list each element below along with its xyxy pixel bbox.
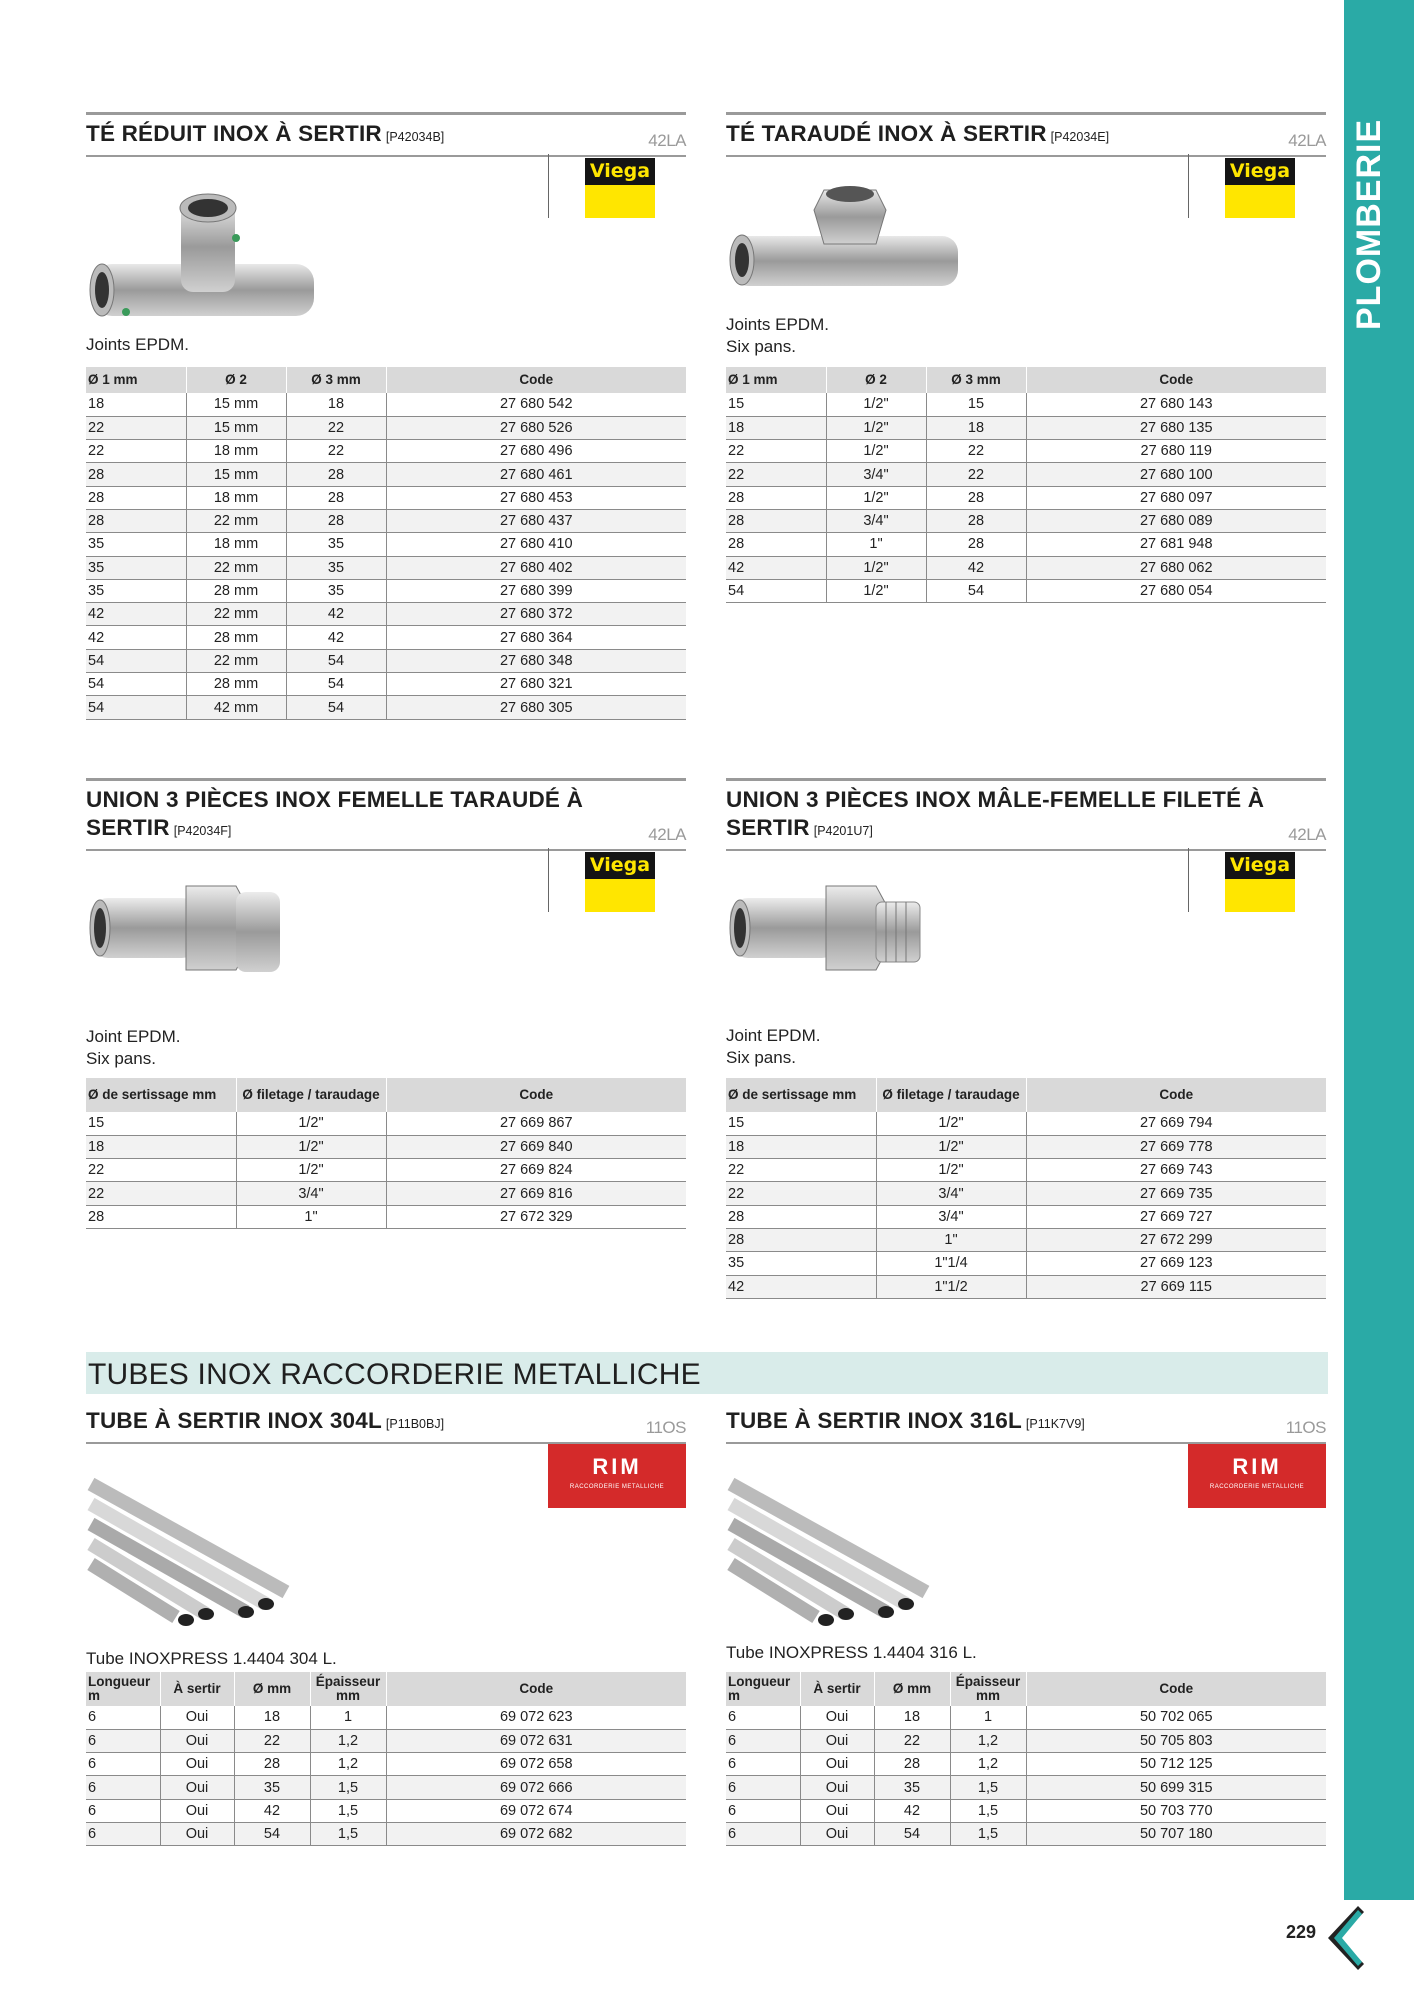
product-image-tee-threaded bbox=[726, 180, 966, 310]
brand-logo: Viega bbox=[548, 848, 686, 912]
table-cell: 27 680 437 bbox=[386, 509, 686, 532]
table-row bbox=[726, 1822, 1326, 1845]
product-table: Ø 1 mm Ø 2 Ø 3 mm Code 18 15 mm 18 27 680 542 22 15 mm 22 27 680 526 22 18 mm 22 27 680 496 28 15 mm 28 27 680 461 28 18 mm 28 27 680 453 28 22 mm 28 27 680 437 35 18 mm 35 27 680 410 35 22 mm 35 27 680 402 35 28 mm 35 27 680 399 42 22 mm 42 27 680 372 42 28 mm 42 27 680 364 54 22 mm 54 27 680 348 54 28 mm 54 27 680 321 54 42 mm 54 27 680 305 bbox=[86, 367, 686, 720]
table-cell: 1"1/4 bbox=[876, 1252, 1026, 1275]
table-row bbox=[86, 1706, 686, 1729]
ref-code: [P4201U7] bbox=[813, 824, 873, 838]
table-cell: 22 bbox=[86, 416, 186, 439]
product-image-tubes bbox=[726, 1472, 936, 1632]
table-cell: 22 mm bbox=[186, 649, 286, 672]
table-row bbox=[86, 1776, 686, 1799]
table-cell: 54 bbox=[86, 649, 186, 672]
table-cell: 28 mm bbox=[186, 673, 286, 696]
table-cell: 42 bbox=[86, 603, 186, 626]
brand-logo: Viega bbox=[1188, 848, 1326, 912]
table-cell: 35 bbox=[86, 533, 186, 556]
table-cell: 50 712 125 bbox=[1026, 1753, 1326, 1776]
table-row bbox=[86, 1822, 686, 1845]
table-row bbox=[86, 673, 686, 696]
section-union-male-femelle bbox=[726, 778, 1326, 1295]
table-row bbox=[86, 1753, 686, 1776]
table-cell: 27 680 399 bbox=[386, 579, 686, 602]
table-cell: 1"1/2 bbox=[876, 1275, 1026, 1298]
side-tab-text: PLOMBERIE bbox=[1350, 118, 1388, 330]
table-cell: 42 bbox=[86, 626, 186, 649]
table-cell: 27 669 840 bbox=[386, 1135, 686, 1158]
product-image-tubes bbox=[86, 1472, 296, 1632]
table-cell: 18 bbox=[86, 1135, 236, 1158]
table-cell: 69 072 682 bbox=[386, 1822, 686, 1845]
category-code: 11OS bbox=[645, 1418, 686, 1437]
section-tube-316l bbox=[726, 1402, 1326, 1843]
table-cell: 28 bbox=[726, 1205, 876, 1228]
table-cell: 1,5 bbox=[950, 1822, 1026, 1845]
table-cell: 1,5 bbox=[310, 1776, 386, 1799]
section-header bbox=[726, 112, 1326, 157]
table-cell: 50 702 065 bbox=[1026, 1706, 1326, 1729]
product-description: Joint EPDM. Six pans. bbox=[726, 1026, 821, 1067]
table-row bbox=[86, 416, 686, 439]
table-cell: 69 072 666 bbox=[386, 1776, 686, 1799]
product-table: Longueur m À sertir Ø mm Épaisseur mm Code 6 Oui 18 1 50 702 065 6 Oui 22 1,2 50 705 803 6 Oui 28 1,2 50 712 125 6 Oui 35 1,5 50 699 315 6 Oui 42 1,5 50 703 770 6 Oui 54 1,5 50 707 180 bbox=[726, 1672, 1326, 1846]
table-cell: 28 bbox=[286, 463, 386, 486]
table-row bbox=[86, 486, 686, 509]
product-table: Ø de sertissage mm Ø filetage / taraudage Code 15 1/2" 27 669 867 18 1/2" 27 669 840 22 1/2" 27 669 824 22 3/4" 27 669 816 28 1" 27 672 329 bbox=[86, 1078, 686, 1229]
table-cell: Oui bbox=[160, 1799, 234, 1822]
table-cell: 28 bbox=[726, 486, 826, 509]
table-cell: 6 bbox=[86, 1822, 160, 1845]
table-row bbox=[726, 556, 1326, 579]
table-cell: Oui bbox=[160, 1729, 234, 1752]
table-cell: 69 072 623 bbox=[386, 1706, 686, 1729]
table-cell: 1" bbox=[876, 1228, 1026, 1251]
product-table: Longueur m À sertir Ø mm Épaisseur mm Code 6 Oui 18 1 69 072 623 6 Oui 22 1,2 69 072 631 6 Oui 28 1,2 69 072 658 6 Oui 35 1,5 69 072 666 6 Oui 42 1,5 69 072 674 6 Oui 54 1,5 69 072 682 bbox=[86, 1672, 686, 1846]
side-tab-label bbox=[1350, 118, 1388, 331]
table-cell: 27 680 542 bbox=[386, 393, 686, 416]
table-cell: 27 680 305 bbox=[386, 696, 686, 719]
table-cell: 1/2" bbox=[826, 393, 926, 416]
table-row bbox=[86, 1159, 686, 1182]
table-row bbox=[86, 1205, 686, 1228]
table-cell: 6 bbox=[86, 1706, 160, 1729]
table-cell: 28 bbox=[926, 486, 1026, 509]
table-cell: 42 bbox=[286, 603, 386, 626]
table-row bbox=[86, 1729, 686, 1752]
table-cell: 35 bbox=[86, 579, 186, 602]
table-cell: 28 bbox=[726, 533, 826, 556]
table-cell: 22 bbox=[86, 440, 186, 463]
table-row bbox=[726, 1182, 1326, 1205]
table-cell: 27 669 816 bbox=[386, 1182, 686, 1205]
table-cell: 15 bbox=[926, 393, 1026, 416]
table-cell: 28 bbox=[234, 1753, 310, 1776]
table-cell: 42 bbox=[234, 1799, 310, 1822]
ref-code: [P42034F] bbox=[173, 824, 232, 838]
table-row bbox=[726, 1252, 1326, 1275]
table-cell: 18 bbox=[726, 416, 826, 439]
table-cell: 1,5 bbox=[310, 1799, 386, 1822]
table-cell: 35 bbox=[286, 533, 386, 556]
table-cell: 54 bbox=[286, 696, 386, 719]
table-cell: 27 680 097 bbox=[1026, 486, 1326, 509]
table-cell: 27 680 119 bbox=[1026, 440, 1326, 463]
table-cell: 22 bbox=[726, 463, 826, 486]
table-cell: 18 bbox=[234, 1706, 310, 1729]
table-cell: 50 703 770 bbox=[1026, 1799, 1326, 1822]
table-cell: 27 680 054 bbox=[1026, 579, 1326, 602]
table-row bbox=[86, 579, 686, 602]
category-band-title: TUBES INOX RACCORDERIE METALLICHE bbox=[88, 1358, 701, 1391]
table-cell: 6 bbox=[86, 1799, 160, 1822]
table-row bbox=[726, 1275, 1326, 1298]
table-cell: 15 bbox=[726, 1112, 876, 1135]
table-cell: 42 bbox=[726, 1275, 876, 1298]
table-row bbox=[726, 1135, 1326, 1158]
table-cell: 18 mm bbox=[186, 533, 286, 556]
table-cell: 28 bbox=[286, 509, 386, 532]
table-cell: 22 bbox=[926, 463, 1026, 486]
product-image-union-male bbox=[726, 878, 926, 988]
table-cell: 3/4" bbox=[876, 1205, 1026, 1228]
table-cell: 6 bbox=[726, 1706, 800, 1729]
table-row bbox=[86, 1112, 686, 1135]
table-cell: 1,2 bbox=[950, 1729, 1026, 1752]
table-cell: 27 680 135 bbox=[1026, 416, 1326, 439]
category-code: 42LA bbox=[648, 825, 686, 844]
table-row bbox=[86, 509, 686, 532]
product-description: Joints EPDM. Six pans. bbox=[726, 315, 829, 356]
table-cell: Oui bbox=[800, 1753, 874, 1776]
table-cell: 1/2" bbox=[826, 416, 926, 439]
table-cell: 1/2" bbox=[826, 486, 926, 509]
table-cell: 54 bbox=[874, 1822, 950, 1845]
table-cell: 54 bbox=[286, 673, 386, 696]
table-row bbox=[726, 440, 1326, 463]
table-cell: 1 bbox=[950, 1706, 1026, 1729]
table-cell: 54 bbox=[926, 579, 1026, 602]
table-cell: 28 bbox=[726, 509, 826, 532]
table-cell: 27 680 526 bbox=[386, 416, 686, 439]
category-code: 42LA bbox=[1288, 131, 1326, 150]
table-cell: 27 680 496 bbox=[386, 440, 686, 463]
table-cell: 27 669 123 bbox=[1026, 1252, 1326, 1275]
table-cell: 1/2" bbox=[236, 1159, 386, 1182]
table-cell: 22 bbox=[234, 1729, 310, 1752]
table-cell: 27 680 089 bbox=[1026, 509, 1326, 532]
table-cell: 27 669 867 bbox=[386, 1112, 686, 1135]
table-cell: 18 mm bbox=[186, 440, 286, 463]
table-cell: 54 bbox=[726, 579, 826, 602]
table-cell: 6 bbox=[726, 1753, 800, 1776]
table-cell: 22 mm bbox=[186, 603, 286, 626]
table-cell: 1/2" bbox=[876, 1135, 1026, 1158]
table-cell: 27 672 299 bbox=[1026, 1228, 1326, 1251]
table-cell: 35 bbox=[86, 556, 186, 579]
table-cell: 6 bbox=[86, 1729, 160, 1752]
table-cell: 1,5 bbox=[950, 1799, 1026, 1822]
table-cell: Oui bbox=[160, 1776, 234, 1799]
table-cell: 6 bbox=[726, 1776, 800, 1799]
table-cell: 22 bbox=[86, 1182, 236, 1205]
table-cell: 42 bbox=[726, 556, 826, 579]
table-cell: 22 bbox=[286, 440, 386, 463]
product-description: Joints EPDM. bbox=[86, 335, 189, 354]
table-cell: 22 bbox=[726, 440, 826, 463]
table-cell: 42 bbox=[926, 556, 1026, 579]
table-cell: 22 bbox=[286, 416, 386, 439]
table-cell: 28 bbox=[86, 463, 186, 486]
table-cell: Oui bbox=[160, 1822, 234, 1845]
table-cell: 18 bbox=[86, 393, 186, 416]
category-code: 42LA bbox=[648, 131, 686, 150]
table-cell: 28 bbox=[86, 486, 186, 509]
section-title: UNION 3 PIÈCES INOX MÂLE-FEMELLE FILETÉ À SERTIR [P4201U7] bbox=[726, 787, 1265, 840]
table-cell: 28 bbox=[926, 509, 1026, 532]
category-band bbox=[86, 1352, 1328, 1394]
table-cell: 50 705 803 bbox=[1026, 1729, 1326, 1752]
section-te-reduit bbox=[86, 112, 686, 716]
table-cell: 50 699 315 bbox=[1026, 1776, 1326, 1799]
product-description: Tube INOXPRESS 1.4404 304 L. bbox=[86, 1649, 337, 1668]
table-row bbox=[726, 509, 1326, 532]
table-cell: 27 669 115 bbox=[1026, 1275, 1326, 1298]
product-description: Tube INOXPRESS 1.4404 316 L. bbox=[726, 1643, 977, 1662]
section-title: UNION 3 PIÈCES INOX FEMELLE TARAUDÉ À SERTIR [P42034F] bbox=[86, 787, 584, 840]
table-cell: 1,2 bbox=[950, 1753, 1026, 1776]
table-cell: 27 669 778 bbox=[1026, 1135, 1326, 1158]
table-cell: 27 681 948 bbox=[1026, 533, 1326, 556]
table-cell: Oui bbox=[800, 1776, 874, 1799]
table-cell: 18 bbox=[726, 1135, 876, 1158]
table-cell: 54 bbox=[86, 673, 186, 696]
table-row bbox=[86, 393, 686, 416]
table-cell: 1/2" bbox=[236, 1112, 386, 1135]
table-cell: 28 mm bbox=[186, 626, 286, 649]
table-row bbox=[86, 696, 686, 719]
table-cell: 27 680 461 bbox=[386, 463, 686, 486]
table-cell: 1/2" bbox=[876, 1159, 1026, 1182]
brand-logo: Viega bbox=[548, 154, 686, 218]
table-cell: 15 mm bbox=[186, 463, 286, 486]
table-cell: 28 bbox=[726, 1228, 876, 1251]
page-number: 229 bbox=[1286, 1922, 1317, 1942]
section-header bbox=[86, 1402, 686, 1444]
table-cell: 1,5 bbox=[310, 1822, 386, 1845]
category-code: 42LA bbox=[1288, 825, 1326, 844]
table-cell: 42 mm bbox=[186, 696, 286, 719]
table-cell: 1" bbox=[826, 533, 926, 556]
table-row bbox=[726, 1799, 1326, 1822]
table-cell: Oui bbox=[800, 1706, 874, 1729]
table-cell: 28 bbox=[874, 1753, 950, 1776]
table-cell: 1,5 bbox=[950, 1776, 1026, 1799]
ref-code: [P42034B] bbox=[385, 130, 445, 144]
table-cell: 22 bbox=[86, 1159, 236, 1182]
table-cell: 18 mm bbox=[186, 486, 286, 509]
chevron-left-icon bbox=[1328, 1906, 1364, 1970]
table-row bbox=[86, 626, 686, 649]
table-row bbox=[726, 579, 1326, 602]
table-cell: 27 669 727 bbox=[1026, 1205, 1326, 1228]
table-cell: 27 669 735 bbox=[1026, 1182, 1326, 1205]
table-cell: Oui bbox=[800, 1822, 874, 1845]
ref-code: [P11K7V9] bbox=[1025, 1417, 1085, 1431]
table-cell: Oui bbox=[800, 1729, 874, 1752]
table-cell: 22 bbox=[874, 1729, 950, 1752]
table-cell: 27 680 402 bbox=[386, 556, 686, 579]
table-cell: 1/2" bbox=[876, 1112, 1026, 1135]
section-title: TÉ RÉDUIT INOX À SERTIR [P42034B] bbox=[86, 121, 445, 146]
table-cell: 3/4" bbox=[236, 1182, 386, 1205]
table-cell: 42 bbox=[874, 1799, 950, 1822]
section-header bbox=[726, 778, 1326, 851]
table-cell: 42 bbox=[286, 626, 386, 649]
table-cell: 54 bbox=[86, 696, 186, 719]
table-cell: 22 mm bbox=[186, 556, 286, 579]
table-cell: 6 bbox=[86, 1753, 160, 1776]
table-cell: 15 mm bbox=[186, 393, 286, 416]
table-row bbox=[86, 1135, 686, 1158]
section-te-taraude bbox=[726, 112, 1326, 600]
table-cell: 28 bbox=[86, 1205, 236, 1228]
table-row bbox=[86, 1182, 686, 1205]
section-tube-304l bbox=[86, 1402, 686, 1843]
table-cell: 27 680 453 bbox=[386, 486, 686, 509]
table-cell: 27 680 100 bbox=[1026, 463, 1326, 486]
table-cell: 35 bbox=[286, 579, 386, 602]
table-cell: 28 bbox=[286, 486, 386, 509]
table-cell: 18 bbox=[286, 393, 386, 416]
table-cell: 1/2" bbox=[826, 556, 926, 579]
table-row bbox=[86, 649, 686, 672]
table-cell: Oui bbox=[800, 1799, 874, 1822]
table-row bbox=[726, 533, 1326, 556]
section-header bbox=[86, 778, 686, 851]
table-cell: 69 072 658 bbox=[386, 1753, 686, 1776]
table-cell: 54 bbox=[286, 649, 386, 672]
table-cell: 3/4" bbox=[826, 509, 926, 532]
product-description: Joint EPDM. Six pans. bbox=[86, 1027, 181, 1068]
table-cell: 18 bbox=[926, 416, 1026, 439]
brand-logo: RIM RACCORDERIE METALLICHE bbox=[548, 1444, 686, 1508]
table-cell: 1" bbox=[236, 1205, 386, 1228]
table-cell: 1/2" bbox=[826, 440, 926, 463]
section-title: TUBE À SERTIR INOX 304L [P11B0BJ] bbox=[86, 1408, 445, 1433]
section-header bbox=[86, 112, 686, 157]
table-cell: 27 680 143 bbox=[1026, 393, 1326, 416]
table-row bbox=[726, 463, 1326, 486]
table-cell: 27 672 329 bbox=[386, 1205, 686, 1228]
table-cell: Oui bbox=[160, 1706, 234, 1729]
table-cell: 6 bbox=[726, 1822, 800, 1845]
table-row bbox=[726, 1729, 1326, 1752]
section-header bbox=[726, 1402, 1326, 1444]
product-table: Ø de sertissage mm Ø filetage / taraudage Code 15 1/2" 27 669 794 18 1/2" 27 669 778 22 1/2" 27 669 743 22 3/4" 27 669 735 28 3/4" 27 669 727 28 1" 27 672 299 35 1"1/4 27 669 123 42 1"1/2 27 669 115 bbox=[726, 1078, 1326, 1299]
table-cell: 27 680 410 bbox=[386, 533, 686, 556]
section-title: TUBE À SERTIR INOX 316L [P11K7V9] bbox=[726, 1408, 1085, 1433]
table-cell: 28 bbox=[86, 509, 186, 532]
table-row bbox=[86, 603, 686, 626]
table-row bbox=[726, 486, 1326, 509]
table-row bbox=[726, 1706, 1326, 1729]
table-cell: 28 bbox=[926, 533, 1026, 556]
table-row bbox=[726, 416, 1326, 439]
table-row bbox=[86, 463, 686, 486]
ref-code: [P11B0BJ] bbox=[385, 1417, 445, 1431]
table-cell: 69 072 674 bbox=[386, 1799, 686, 1822]
table-cell: 27 680 321 bbox=[386, 673, 686, 696]
table-cell: 15 bbox=[726, 393, 826, 416]
table-cell: 22 bbox=[726, 1182, 876, 1205]
table-cell: 27 680 062 bbox=[1026, 556, 1326, 579]
table-cell: 3/4" bbox=[876, 1182, 1026, 1205]
table-row bbox=[726, 393, 1326, 416]
brand-logo: Viega bbox=[1188, 154, 1326, 218]
product-image-union-female bbox=[86, 878, 286, 988]
table-cell: 35 bbox=[286, 556, 386, 579]
table-cell: 28 mm bbox=[186, 579, 286, 602]
table-cell: 27 669 743 bbox=[1026, 1159, 1326, 1182]
table-row bbox=[726, 1776, 1326, 1799]
table-cell: 6 bbox=[726, 1729, 800, 1752]
table-row bbox=[86, 1799, 686, 1822]
table-cell: 35 bbox=[234, 1776, 310, 1799]
table-row bbox=[86, 440, 686, 463]
table-cell: 1/2" bbox=[236, 1135, 386, 1158]
table-cell: 27 680 372 bbox=[386, 603, 686, 626]
table-cell: 1,2 bbox=[310, 1729, 386, 1752]
table-cell: 50 707 180 bbox=[1026, 1822, 1326, 1845]
table-cell: 15 bbox=[86, 1112, 236, 1135]
table-cell: 1,2 bbox=[310, 1753, 386, 1776]
table-cell: 27 669 824 bbox=[386, 1159, 686, 1182]
table-cell: 27 680 364 bbox=[386, 626, 686, 649]
brand-logo: RIM RACCORDERIE METALLICHE bbox=[1188, 1444, 1326, 1508]
table-cell: 35 bbox=[874, 1776, 950, 1799]
table-cell: 15 mm bbox=[186, 416, 286, 439]
table-row bbox=[726, 1205, 1326, 1228]
table-row bbox=[726, 1112, 1326, 1135]
table-cell: Oui bbox=[160, 1753, 234, 1776]
product-table: Ø 1 mm Ø 2 Ø 3 mm Code 15 1/2" 15 27 680 143 18 1/2" 18 27 680 135 22 1/2" 22 27 680 119 22 3/4" 22 27 680 100 28 1/2" 28 27 680 097 28 3/4" 28 27 680 089 28 1" 28 27 681 948 42 1/2" 42 27 680 062 54 1/2" 54 27 680 054 bbox=[726, 367, 1326, 603]
table-cell: 22 mm bbox=[186, 509, 286, 532]
table-cell: 1 bbox=[310, 1706, 386, 1729]
table-cell: 6 bbox=[726, 1799, 800, 1822]
table-cell: 35 bbox=[726, 1252, 876, 1275]
table-cell: 22 bbox=[926, 440, 1026, 463]
table-cell: 27 680 348 bbox=[386, 649, 686, 672]
table-row bbox=[86, 533, 686, 556]
category-code: 11OS bbox=[1285, 1418, 1326, 1437]
ref-code: [P42034E] bbox=[1050, 130, 1110, 144]
section-title: TÉ TARAUDÉ INOX À SERTIR [P42034E] bbox=[726, 121, 1110, 146]
table-cell: 27 669 794 bbox=[1026, 1112, 1326, 1135]
table-cell: 18 bbox=[874, 1706, 950, 1729]
table-cell: 69 072 631 bbox=[386, 1729, 686, 1752]
table-cell: 1/2" bbox=[826, 579, 926, 602]
product-image-tee bbox=[86, 182, 326, 332]
table-row bbox=[726, 1753, 1326, 1776]
table-cell: 3/4" bbox=[826, 463, 926, 486]
table-row bbox=[726, 1159, 1326, 1182]
table-row bbox=[86, 556, 686, 579]
table-cell: 6 bbox=[86, 1776, 160, 1799]
section-union-femelle bbox=[86, 778, 686, 1225]
table-cell: 22 bbox=[726, 1159, 876, 1182]
table-row bbox=[726, 1228, 1326, 1251]
table-cell: 54 bbox=[234, 1822, 310, 1845]
